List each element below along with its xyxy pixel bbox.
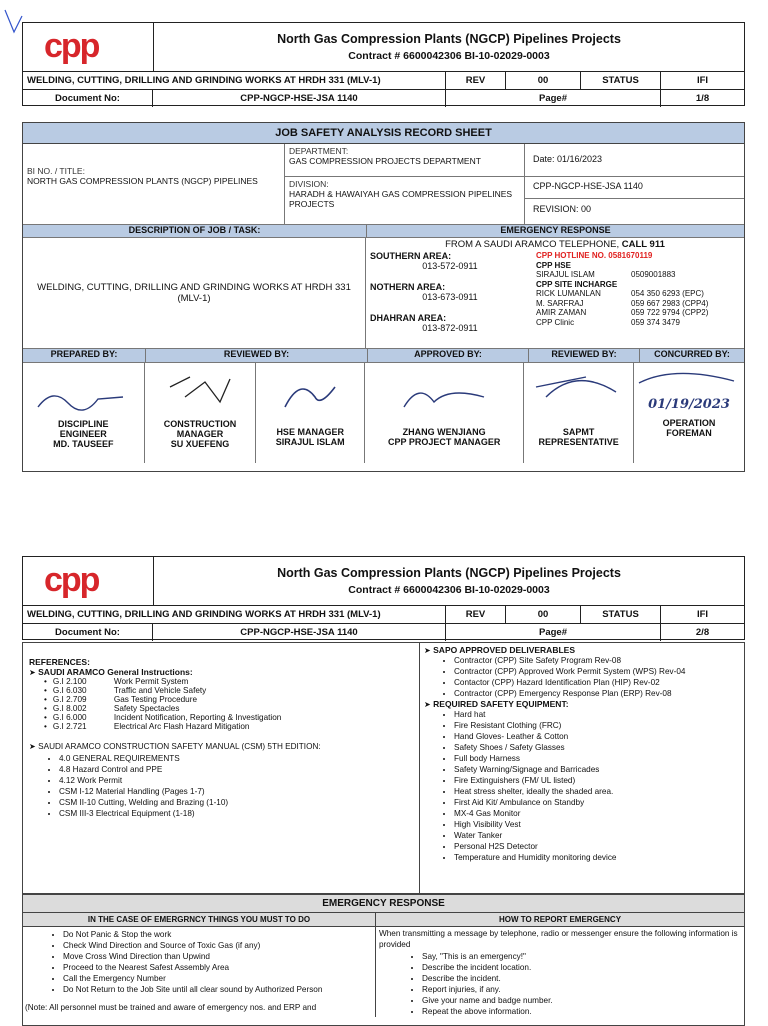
signer-title: DISCIPLINE (58, 419, 109, 429)
rev-value: 00 (506, 606, 581, 623)
signer-title: FOREMAN (666, 428, 712, 438)
dhahran-area-label: DHAHRAN AREA: (370, 313, 447, 323)
list-item: • High Visibility Vest (454, 819, 740, 830)
rev-label: REV (446, 606, 506, 623)
signer-name: SAPMT (562, 427, 595, 437)
emergency-response-section (22, 894, 745, 1026)
list-item: • Safety Shoes / Safety Glasses (454, 742, 740, 753)
northern-area-phone: 013-673-0911 (422, 292, 478, 302)
signer-name: SIRAJUL ISLAM (275, 437, 345, 447)
division-value: HARADH & HAWAIYAH GAS COMPRESSION PIPELINES PROJECTS (289, 189, 513, 209)
references-title: REFERENCES: (29, 657, 90, 667)
list-item: • Report injuries, if any. (422, 984, 744, 995)
signer-name: ZHANG WENJIANG (402, 427, 486, 437)
bi-value: NORTH GAS COMPRESSION PLANTS (NGCP) PIPELINES (27, 176, 258, 186)
list-item: • Say, "This is an emergency!" (422, 951, 744, 962)
rev-value: 00 (506, 72, 581, 89)
list-item: • Do Not Return to the Job Site until all clear sound by Authorized Person (63, 984, 375, 995)
list-item: • Contactor (CPP) Hazard Identification Plan (HIP) Rev-02 (454, 677, 740, 688)
csm-title: SAUDI ARAMCO CONSTRUCTION SAFETY MANUAL (CSM) 5TH EDITION: (38, 742, 321, 751)
list-item: • CSM I-12 Material Handling (Pages 1-7) (59, 786, 415, 797)
site-person: AMIR ZAMAN (536, 308, 587, 317)
approved-by-header: APPROVED BY: (368, 349, 529, 362)
bi-label: BI NO. / TITLE: (27, 166, 85, 176)
list-item: • MX-4 Gas Monitor (454, 808, 740, 819)
list-item: • Fire Extinguishers (FM/ UL listed) (454, 775, 740, 786)
jsa-number: CPP-NGCP-HSE-JSA 1140 (525, 177, 744, 199)
signature-mark (634, 365, 744, 395)
hse-person: SIRAJUL ISLAM (536, 270, 595, 279)
docno-label: Document No: (23, 624, 153, 641)
job-description: WELDING, CUTTING, DRILLING AND GRINDING WORKS AT HRDH 331 (MLV-1) (23, 238, 366, 348)
department-label: DEPARTMENT: (289, 146, 349, 156)
page-value: 1/8 (695, 93, 710, 104)
signer-title: OPERATION (662, 418, 716, 428)
list-item: • CSM III-3 Electrical Equipment (1-18) (59, 808, 415, 819)
list-item: • Contractor (CPP) Emergency Response Plan (ERP) Rev-08 (454, 688, 740, 699)
list-item: • Hard hat (454, 709, 740, 720)
signer-name: SU XUEFENG (170, 439, 230, 449)
site-person: M. SARFRAJ (536, 298, 584, 308)
gi-title: SAUDI ARAMCO General Instructions: (38, 667, 193, 677)
sapo-title: SAPO APPROVED DELIVERABLES (433, 645, 575, 655)
department-value: GAS COMPRESSION PROJECTS DEPARTMENT (289, 156, 481, 166)
signature-mark (150, 367, 250, 417)
report-intro: When transmitting a message by telephone, radio or messenger ensure the following information is provided (379, 929, 738, 949)
list-item: • Personal H2S Detector (454, 841, 740, 852)
list-item: • Repeat the above information. (422, 1006, 744, 1017)
emergency-note: (Note: All personnel must be trained and aware of emergency nos. and ERP and (25, 1003, 317, 1012)
list-item: • Contractor (CPP) Site Safety Program Rev-08 (454, 655, 740, 666)
division-label: DIVISION: (289, 179, 329, 189)
list-item: • Move Cross Wind Direction than Upwind (63, 951, 375, 962)
list-item: • Water Tanker (454, 830, 740, 841)
southern-area-label: SOUTHERN AREA: (370, 251, 452, 261)
contract-number: Contract # 6600042306 BI-10-02029-0003 (348, 50, 550, 62)
emergency-left-header: IN THE CASE OF EMERGRNCY THINGS YOU MUST TO DO (23, 913, 375, 927)
cpp-hse-label: CPP HSE (536, 260, 571, 270)
page-value: 2/8 (695, 627, 710, 638)
list-item: • Describe the incident location. (422, 962, 744, 973)
list-item: • 4.8 Hazard Control and PPE (59, 764, 415, 775)
cpp-hotline: CPP HOTLINE NO. 0581670119 (536, 251, 653, 260)
emergency-title: EMERGENCY RESPONSE (23, 895, 744, 913)
southern-area-phone: 013-572-0911 (422, 261, 478, 271)
reviewed-by-header-2: REVIEWED BY: (529, 349, 640, 362)
signer-title: ENGINEER (59, 429, 107, 439)
signer-title: HSE MANAGER (276, 427, 344, 437)
list-item: • First Aid Kit/ Ambulance on Standby (454, 797, 740, 808)
list-item: • Hand Gloves- Leather & Cotton (454, 731, 740, 742)
site-person: RICK LUMANLAN (536, 289, 601, 298)
status-value: IFI (696, 75, 709, 86)
list-item: • Fire Resistant Clothing (FRC) (454, 720, 740, 731)
list-item: • Give your name and badge number. (422, 995, 744, 1006)
rev-label: REV (446, 72, 506, 89)
emergency-header: EMERGENCY RESPONSE (367, 225, 744, 237)
list-item: • G.I 6.000 Incident Notification, Reporting & Investigation (44, 713, 282, 722)
emergency-right-header: HOW TO REPORT EMERGENCY (376, 913, 744, 927)
signature-mark (526, 367, 631, 425)
cpp-logo (23, 23, 154, 71)
jsa-sheet-title: JOB SAFETY ANALYSIS RECORD SHEET (23, 123, 744, 144)
list-item: • Full body Harness (454, 753, 740, 764)
signer-title: CPP PROJECT MANAGER (387, 437, 501, 447)
list-item: • G.I 6.030 Traffic and Vehicle Safety (44, 686, 207, 695)
list-item: • Check Wind Direction and Source of Toxic Gas (if any) (63, 940, 375, 951)
references-section: REFERENCES: ➤ SAUDI ARAMCO General Instructions: • G.I 2.100 Work Permit System • G.I 6.030 Traffic and Vehicle Safety • G.I 2.709 Gas Testing Procedure • G.I 8.002 Safety Spectacles • G.I 6.000 Incident Notification, Reporting & Investigation • G.I 2.721 Electrical Arc Flash Hazard Mitigation ➤ SAUDI ARAMCO CONSTRUCTION SAFETY MANUAL (CSM) 5TH EDITION: • 4.0 GENERAL REQUIREMENTS • 4.8 Hazard Control and PPE • 4.12 Work Permit • CSM I-12 Material Handling (Pages 1-7) • CSM II-10 Cutting, Welding and Brazing (1-10) • CSM III-3 Electrical Equipment (1-18) ➤ SAPO APPROVED DELIVERABLES • Contractor (CPP) Site Safety Program Rev-08 • Contractor (CPP) Approved Work Permit System (WPS) Rev-04 • Contactor (CPP) Hazard Identification Plan (HIP) Rev-02 • Contractor (CPP) Emergency Response Plan (ERP) Rev-08 ➤ REQUIRED SAFETY EQUIPMENT: • Hard hat • Fire Resistant Clothing (FRC) • Hand Gloves- Leather & Cotton • Safety Shoes / Safety Glasses • Full body Harness • Safety Warning/Signage and Barricades • Fire Extinguishers (FM/ UL listed) • Heat stress shelter, ideally the shaded area. • First Aid Kit/ Ambulance on Standby • MX-4 Gas Monitor • High Visibility Vest • Water Tanker • Personal H2S Detector • Temperature and Humidity monitoring device (22, 642, 745, 894)
call-number: CALL 911 (621, 239, 665, 250)
list-item: • Proceed to the Nearest Safest Assembly Area (63, 962, 375, 973)
list-item: • G.I 2.721 Electrical Arc Flash Hazard Mitigation (44, 722, 250, 731)
docno-value: CPP-NGCP-HSE-JSA 1140 (153, 90, 446, 107)
list-item: • G.I 2.100 Work Permit System (44, 677, 189, 686)
contract-number: Contract # 6600042306 BI-10-02029-0003 (348, 584, 550, 596)
page-label: Page# (446, 90, 661, 107)
site-incharge-label: CPP SITE INCHARGE (536, 279, 618, 289)
signature-mark (28, 377, 138, 417)
revision-field: REVISION: 00 (533, 204, 592, 214)
job-description-header: DESCRIPTION OF JOB / TASK: (23, 225, 367, 237)
hse-phone: 0509001883 (631, 270, 676, 279)
page2-header (22, 556, 745, 640)
jsa-record-sheet (22, 122, 745, 472)
signer-title: REPRESENTATIVE (538, 437, 619, 447)
page1-header (22, 22, 745, 106)
status-value: IFI (696, 609, 709, 620)
list-item: • CSM II-10 Cutting, Welding and Brazing (1-10) (59, 797, 415, 808)
date-field: Date: 01/16/2023 (525, 144, 744, 177)
handwritten-date: 01/19/2023 (648, 397, 730, 412)
docno-value: CPP-NGCP-HSE-JSA 1140 (153, 624, 446, 641)
ppe-title: REQUIRED SAFETY EQUIPMENT: (433, 699, 569, 709)
svg-text:cpp: cpp (44, 30, 99, 64)
prepared-by-header: PREPARED BY: (23, 349, 146, 362)
signature-mark (374, 367, 514, 425)
work-title: WELDING, CUTTING, DRILLING AND GRINDING WORKS AT HRDH 331 (MLV-1) (23, 72, 446, 89)
list-item: • Call the Emergency Number (63, 973, 375, 984)
project-title: North Gas Compression Plants (NGCP) Pipelines Projects (277, 566, 621, 580)
dhahran-area-phone: 013-872-0911 (422, 323, 478, 333)
page-label: Page# (446, 624, 661, 641)
status-label: STATUS (581, 606, 661, 623)
reviewed-by-header: REVIEWED BY: (146, 349, 368, 362)
site-person-phone: 059 667 2983 (CPP4) (631, 298, 709, 308)
list-item: • Safety Warning/Signage and Barricades (454, 764, 740, 775)
signature-mark (260, 367, 360, 425)
call-line: FROM A SAUDI ARAMCO TELEPHONE, (445, 239, 620, 250)
svg-text:cpp: cpp (44, 564, 99, 598)
work-title: WELDING, CUTTING, DRILLING AND GRINDING WORKS AT HRDH 331 (MLV-1) (23, 606, 446, 623)
list-item: • 4.0 GENERAL REQUIREMENTS (59, 753, 415, 764)
list-item: • Do Not Panic & Stop the work (63, 929, 375, 940)
signer-name: MD. TAUSEEF (53, 439, 114, 449)
list-item: • Contractor (CPP) Approved Work Permit System (WPS) Rev-04 (454, 666, 740, 677)
signer-title: MANAGER (176, 429, 224, 439)
northern-area-label: NOTHERN AREA: (370, 282, 446, 292)
list-item: • Heat stress shelter, ideally the shaded area. (454, 786, 740, 797)
signer-title: CONSTRUCTION (163, 419, 237, 429)
docno-label: Document No: (23, 90, 153, 107)
cpp-logo-icon (42, 30, 134, 64)
list-item: • 4.12 Work Permit (59, 775, 415, 786)
list-item: • Temperature and Humidity monitoring device (454, 852, 740, 863)
site-person-phone: 054 350 6293 (EPC) (631, 289, 704, 298)
list-item: • G.I 8.002 Safety Spectacles (44, 704, 180, 713)
cpp-logo (23, 557, 154, 605)
concurred-by-header: CONCURRED BY: (640, 349, 744, 362)
status-label: STATUS (581, 72, 661, 89)
site-person: CPP Clinic (536, 317, 575, 327)
project-title: North Gas Compression Plants (NGCP) Pipelines Projects (277, 32, 621, 46)
list-item: • G.I 2.709 Gas Testing Procedure (44, 695, 198, 704)
site-person-phone: 059 374 3479 (631, 317, 680, 327)
cpp-logo-icon (42, 564, 134, 598)
site-person-phone: 059 722 9794 (CPP2) (631, 308, 709, 317)
list-item: • Describe the incident. (422, 973, 744, 984)
